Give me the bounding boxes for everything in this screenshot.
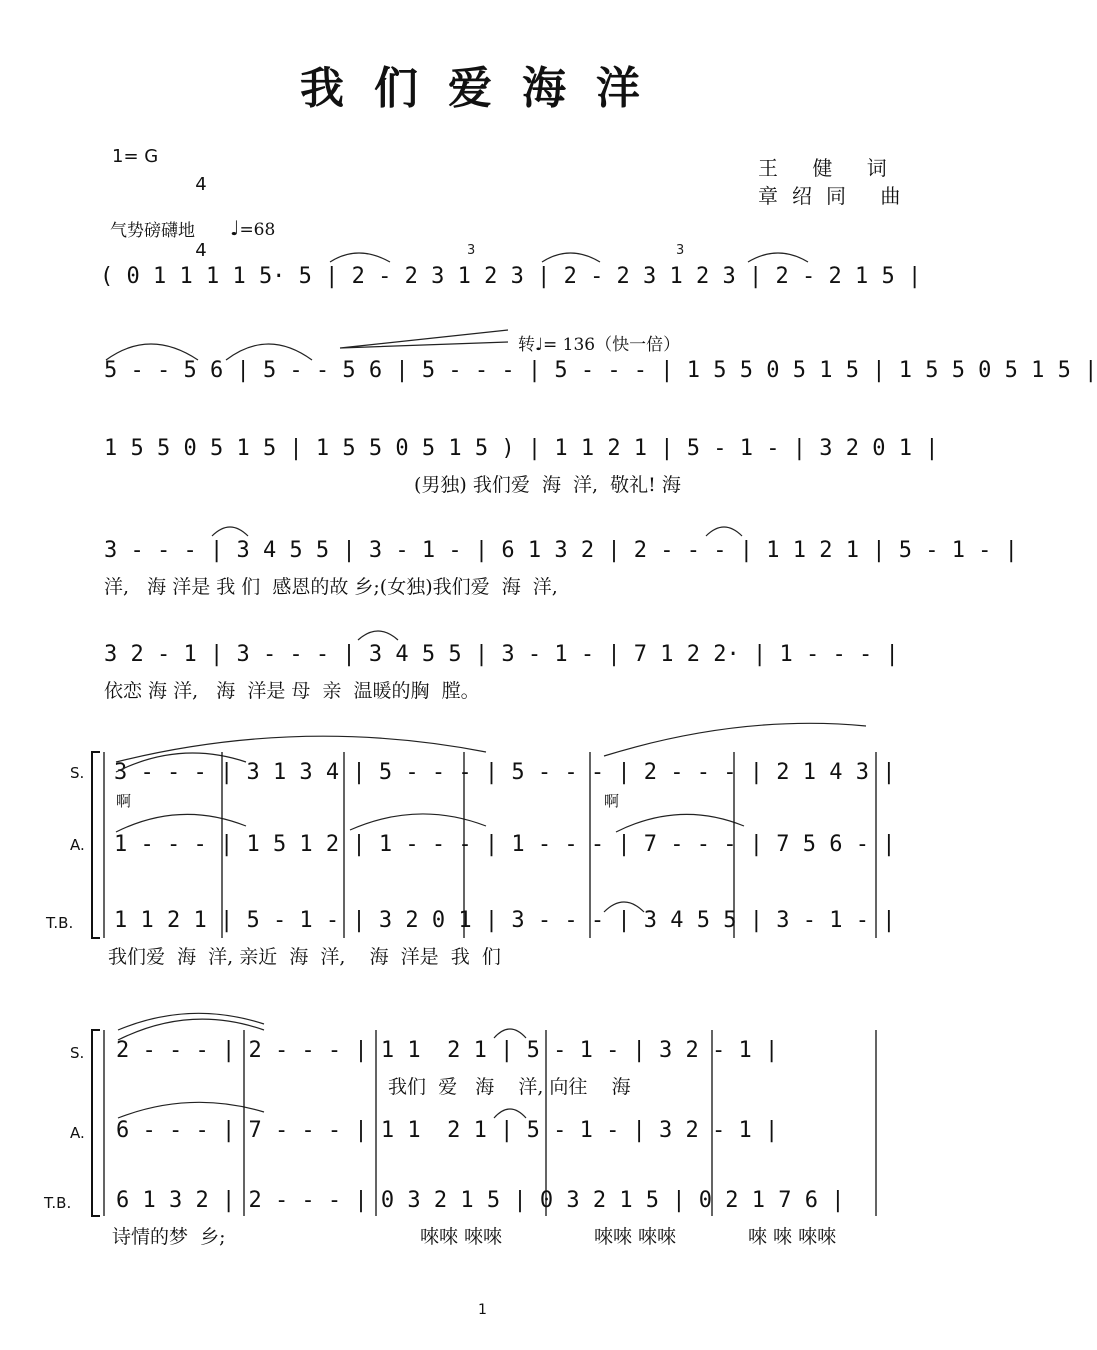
slur — [116, 753, 246, 772]
slur — [116, 814, 246, 832]
system-bracket — [92, 1030, 100, 1216]
tempo-marking: 气势磅礴地 — [110, 221, 195, 241]
row-5-notes: 3 2 - 1 | 3 - - - | 3 4 5 5 | 3 - 1 - | 7 1 2 2· | 1 - - - | — [104, 642, 899, 667]
system-bracket — [92, 752, 100, 938]
system2-tb-notes: 6 1 3 2 | 2 - - - | 0 3 2 1 5 | 0 3 2 1 5 | 0 2 1 7 6 | — [116, 1188, 845, 1213]
system2-tb-label: T.B. — [44, 1194, 72, 1212]
system2-tb-lyrics-3: 唻 唻 唻唻 — [748, 1226, 837, 1248]
system1-tb-label: T.B. — [46, 914, 74, 932]
slur — [226, 344, 312, 360]
system1-soprano-lyric-2: 啊 — [604, 792, 620, 810]
system1-soprano-lyric-1: 啊 — [116, 792, 132, 810]
system2-alto-label: A. — [70, 1124, 85, 1142]
system2-tb-lyrics-2: 唻唻 唻唻 — [594, 1226, 677, 1248]
system2-lyrics: 诗情的梦 乡; — [112, 1226, 226, 1248]
slur — [358, 631, 398, 640]
time-signature-top: 4 — [195, 174, 207, 195]
triplet-mark: 3 — [676, 243, 685, 258]
tempo-change: 转♩= 136（快一倍） — [518, 335, 681, 355]
row-1-notes: ( 0 1 1 1 1 5· 5 | 2 - 2 3 1 2 3 | 2 - 2 3 1 2 3 | 2 - 2 1 5 | — [100, 264, 922, 289]
slur — [604, 723, 866, 756]
system2-soprano-notes: 2 - - - | 2 - - - | 1 1 2 1 | 5 - 1 - | 3 2 - 1 | — [116, 1038, 779, 1063]
slur — [604, 902, 644, 912]
slur — [118, 1102, 264, 1118]
slur — [350, 814, 486, 830]
system1-soprano-notes: 3 - - - | 3 1 3 4 | 5 - - - | 5 - - - | 2 - - - | 2 1 4 3 | — [114, 760, 896, 785]
system1-tb-notes: 1 1 2 1 | 5 - 1 - | 3 2 0 1 | 3 - - - | 3 4 5 5 | 3 - 1 - | — [114, 908, 896, 933]
system2-soprano-label: S. — [70, 1044, 85, 1062]
slur — [494, 1029, 526, 1038]
composer: 章绍同 曲 — [758, 184, 915, 208]
row-4-lyrics: 洋, 海 洋是 我 们 感恩的故 乡;(女独)我们爱 海 洋, — [104, 576, 558, 598]
slur — [616, 814, 744, 832]
slur — [116, 736, 486, 762]
system1-soprano-label: S. — [70, 764, 85, 782]
system2-tb-lyrics-1: 唻唻 唻唻 — [420, 1226, 503, 1248]
quarter-note-icon: ♩ — [230, 216, 240, 240]
lyricist: 王 健 词 — [758, 156, 901, 180]
slur — [494, 1109, 526, 1118]
system2-alto-notes: 6 - - - | 7 - - - | 1 1 2 1 | 5 - 1 - | 3 2 - 1 | — [116, 1118, 779, 1143]
slur — [330, 253, 390, 262]
system1-alto-notes: 1 - - - | 1 5 1 2 | 1 - - - | 1 - - - | 7 - - - | 7 5 6 - | — [114, 832, 896, 857]
system1-alto-label: A. — [70, 836, 85, 854]
slur — [106, 344, 198, 360]
slur — [340, 330, 508, 348]
row-2-notes: 5 - - 5 6 | 5 - - 5 6 | 5 - - - | 5 - - - | 1 5 5 0 5 1 5 | 1 5 5 0 5 1 5 | — [104, 358, 1097, 383]
row-5-lyrics: 依恋 海 洋, 海 洋是 母 亲 温暖的胸 膛。 — [104, 680, 480, 702]
slur — [118, 1013, 264, 1030]
slur — [706, 527, 742, 536]
row-3-notes: 1 5 5 0 5 1 5 | 1 5 5 0 5 1 5 ) | 1 1 2 1 | 5 - 1 - | 3 2 0 1 | — [104, 436, 939, 461]
song-title: 我们爱海洋 — [300, 63, 670, 114]
page-number: 1 — [478, 1302, 487, 1318]
tempo-value: =68 — [239, 220, 276, 240]
key-signature: 1= G — [112, 146, 159, 167]
system2-soprano-lyrics: 我们 爱 海 洋, 向往 海 — [388, 1076, 631, 1098]
system1-lyrics: 我们爱 海 洋, 亲近 海 洋, 海 洋是 我 们 — [108, 946, 501, 968]
triplet-mark: 3 — [467, 243, 476, 258]
slur — [542, 253, 600, 262]
slur — [748, 253, 808, 262]
row-4-notes: 3 - - - | 3 4 5 5 | 3 - 1 - | 6 1 3 2 | 2 - - - | 1 1 2 1 | 5 - 1 - | — [104, 538, 1018, 563]
row-3-lyrics: (男独) 我们爱 海 洋, 敬礼! 海 — [414, 474, 681, 496]
time-signature-bottom: 4 — [195, 240, 207, 261]
slur — [212, 527, 248, 536]
